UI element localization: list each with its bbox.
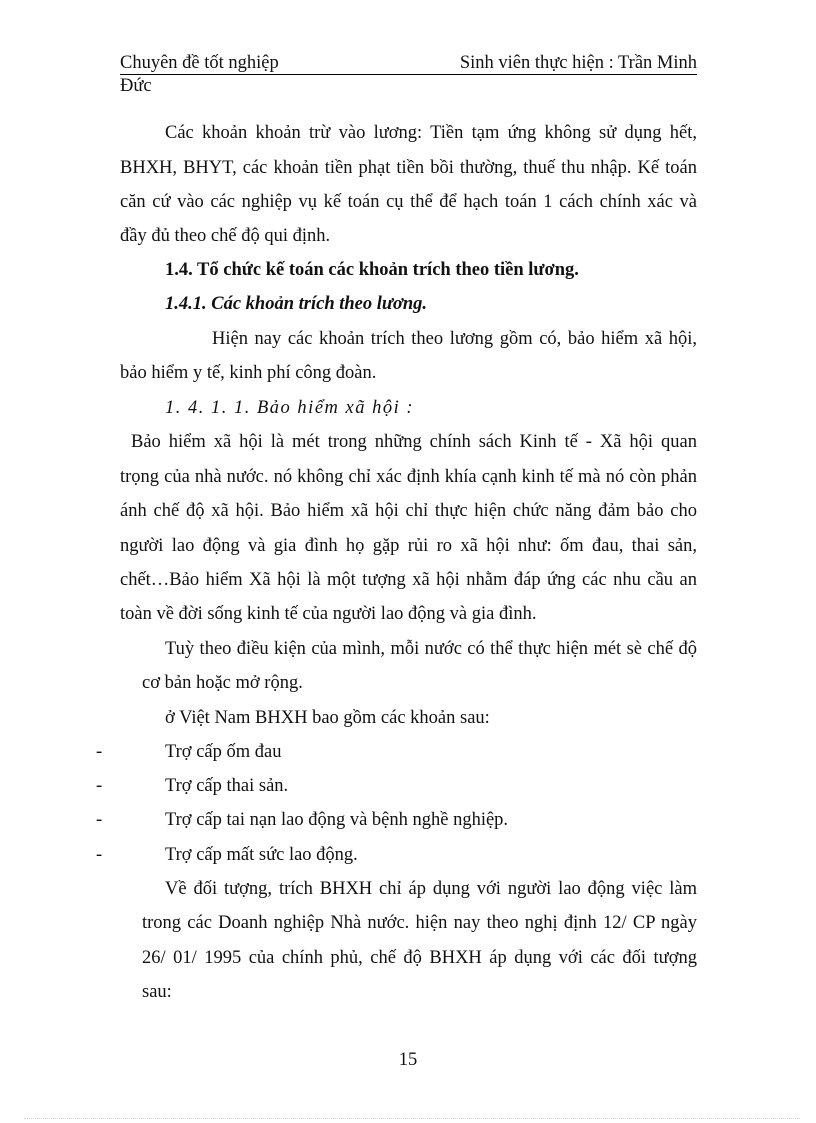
paragraph-line: trọng của nhà nước. nó không chỉ xác định khía cạnh kinh tế mà nó còn phản (120, 467, 697, 487)
paragraph-line: chết…Bảo hiểm Xã hội là một tượng xã hội nhằm đáp ứng các nhu cầu an (120, 570, 697, 590)
list-bullet: - (96, 742, 103, 762)
paragraph-line: đầy đủ theo chế độ qui định. (120, 226, 331, 246)
paragraph-line: bảo hiểm y tế, kinh phí công đoàn. (120, 363, 377, 383)
paragraph-line: ánh chế độ xã hội. Bảo hiểm xã hội chỉ thực hiện chức năng đảm bảo cho (120, 501, 697, 521)
paragraph-line: sau: (142, 982, 172, 1002)
paragraph-line: BHXH, BHYT, các khoản tiền phạt tiền bồi thường, thuế thu nhập. Kế toán (120, 158, 697, 178)
list-item: Trợ cấp thai sản. (165, 776, 289, 796)
header-author: Sinh viên thực hiện : Trần Minh (459, 53, 697, 73)
paragraph-line: căn cứ vào các nghiệp vụ kế toán cụ thể để hạch toán 1 cách chính xác và (120, 192, 697, 212)
page-bottom-border (24, 1118, 800, 1119)
list-bullet: - (96, 845, 103, 865)
list-item: Trợ cấp mất sức lao động. (165, 845, 358, 865)
list-bullet: - (96, 810, 103, 830)
paragraph-line: người lao động và gia đình họ gặp rủi ro xã hội như: ốm đau, thai sản, (120, 536, 697, 556)
paragraph-line: cơ bản hoặc mở rộng. (142, 673, 303, 693)
header-author-wrap: Đức (120, 76, 152, 96)
paragraph-line: 26/ 01/ 1995 của chính phủ, chế độ BHXH áp dụng với các đối tượng (142, 948, 697, 968)
paragraph-line: trong các Doanh nghiệp Nhà nước. hiện nay theo nghị định 12/ CP ngày (142, 913, 697, 933)
paragraph-line: Bảo hiểm xã hội là mét trong những chính sách Kinh tế - Xã hội quan (131, 432, 697, 452)
section-heading: 1.4. Tổ chức kế toán các khoản trích theo tiền lương. (165, 260, 579, 280)
header-title: Chuyên đề tốt nghiệp (120, 53, 279, 73)
page-number: 15 (398, 1050, 418, 1070)
list-item: Trợ cấp ốm đau (165, 742, 282, 762)
subsection-heading: 1.4.1. Các khoản trích theo lương. (165, 294, 428, 314)
page-header (120, 52, 697, 74)
list-bullet: - (96, 776, 103, 796)
paragraph-line: Tuỳ theo điều kiện của mình, mỗi nước có thể thực hiện mét sè chế độ (165, 639, 697, 659)
subsubsection-heading: 1. 4. 1. 1. Bảo hiểm xã hội : (165, 398, 415, 418)
paragraph-line: toàn về đời sống kinh tế của người lao động và gia đình. (120, 604, 537, 624)
paragraph-line: Các khoản khoản trừ vào lương: Tiền tạm ứng không sử dụng hết, (165, 123, 697, 143)
paragraph-line: Hiện nay các khoản trích theo lương gồm có, bảo hiểm xã hội, (212, 329, 697, 349)
paragraph-line: Về đối tượng, trích BHXH chỉ áp dụng với người lao động việc làm (165, 879, 697, 899)
header-rule (120, 74, 697, 75)
paragraph-line: ở Việt Nam BHXH bao gồm các khoản sau: (165, 708, 490, 728)
list-item: Trợ cấp tai nạn lao động và bệnh nghề nghiệp. (165, 810, 509, 830)
